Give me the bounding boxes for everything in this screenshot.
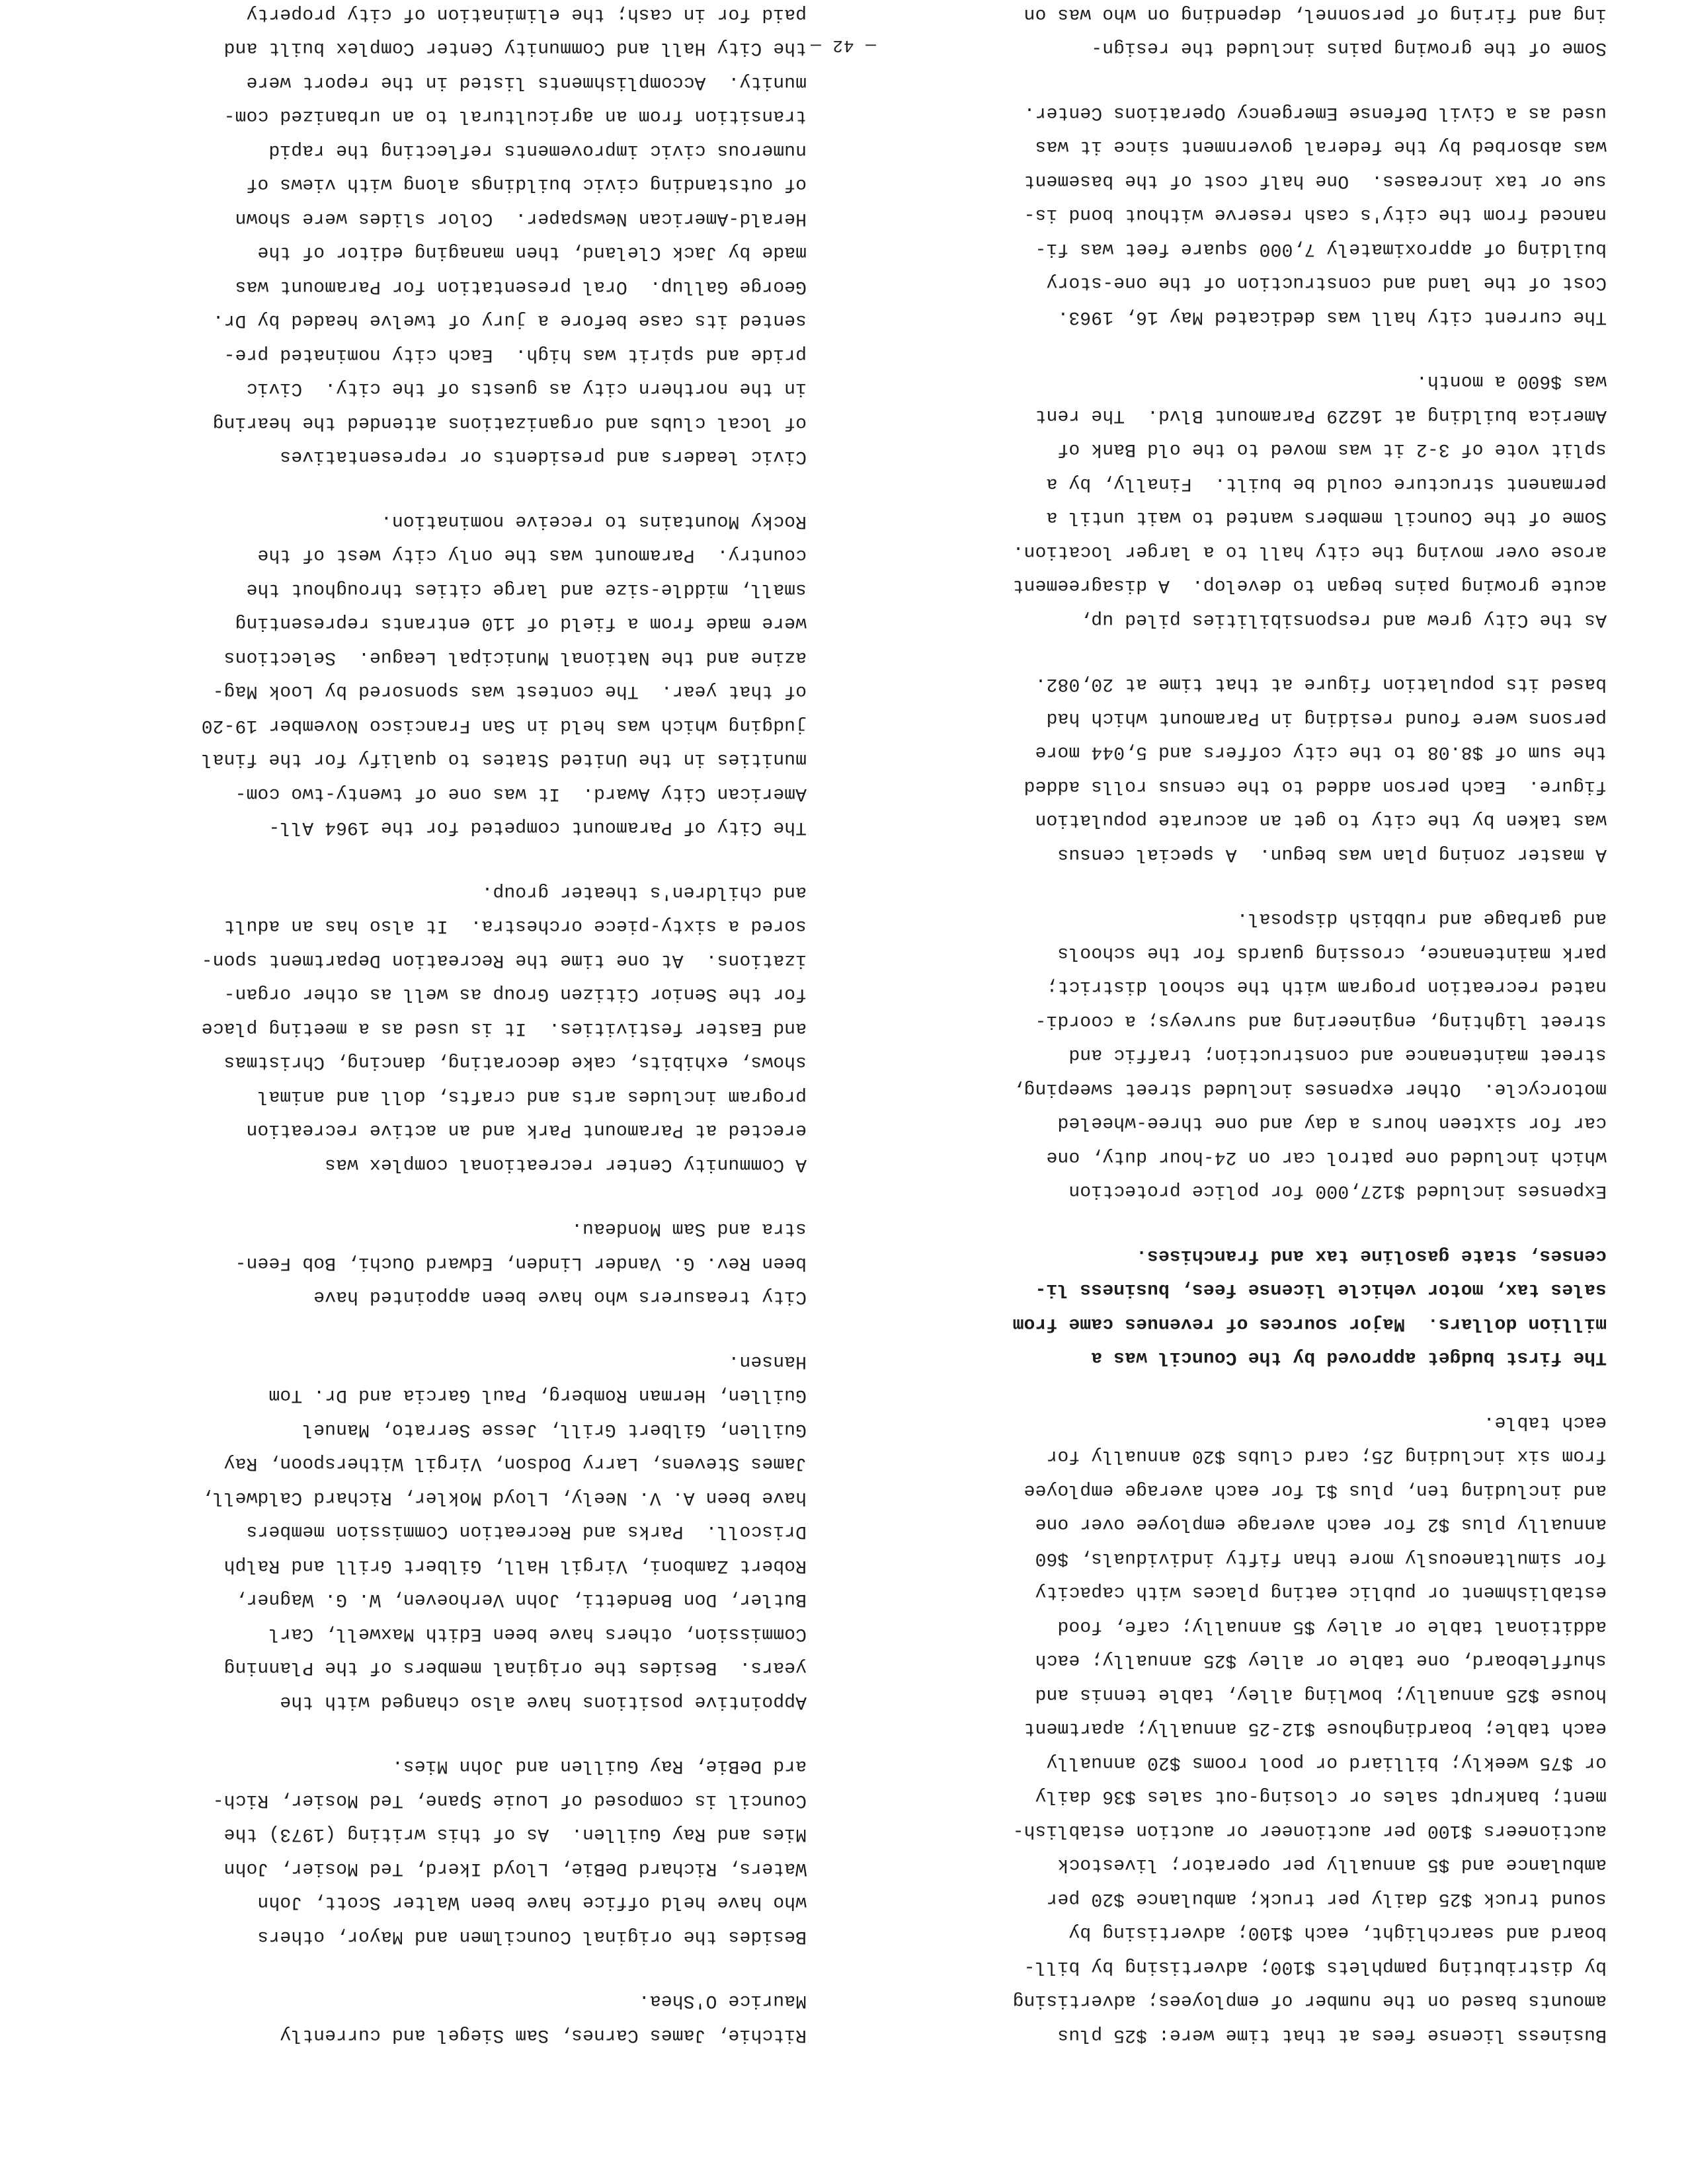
paragraph: Appointive positions have also changed with the years. Besides the original members of the Planning Commission, others have been Edith Maxwell, Carl Butler, Don Bendetti, John Verhoeven, W. G. Wagner, Robert Zamboni, Virgil Hall, Gilbert Grill and Ralph Driscoll. Parks and Recreation Commission members have been A. V. Neely, Lloyd Mokler, Richard Caldwell, James Stevens, Larry Dodson, Virgil Witherspoon, Ray Guillen, Gilbert Grill, Jesse Serrato, Manuel Guillen, Herman Romberg, Paul Garcia and Dr. Tom Hansen. (201, 1351, 807, 1712)
paragraph: The first budget approved by the Council was a million dollars. Major sources of revenues came from sales tax, motor vehicle license fees, business li- censes, state gasoline tax and franchises. (1012, 1245, 1607, 1368)
paragraph: City treasurers who have been appointed have been Rev. G. Vander Linden, Edward Ouchi, Bob Feen- stra and Sam Mondeau. (235, 1218, 807, 1307)
paragraph: The current city hall was dedicated May 16, 1963. Cost of the land and construction of the one-story building of approximately 7,000 square feet was fi- nanced from the city's cash reserve without bond is- sue or tax increases. One half cost of the basement was absorbed by the federal government since it was used as a Civil Defense Emergency Operations Center. (1024, 102, 1607, 327)
paragraph: A Community Center recreational complex was erected at Paramount Park and an active recreation program includes arts and crafts, doll and animal shows, exhibits, cake decorating, dancing, Christmas and Easter festivities. It is used as a meeting place for the Senior Citizen Group as well as other organ- izations. At one time the Recreation Department spon- sored a sixty-piece orchestra. It also has an adult and children's theater group. (201, 882, 807, 1175)
paragraph: A master zoning plan was begun. A special census was taken by the city to get an accurate population figure. Each person added to the census rolls added the sum of $8.08 to the city coffers and 5,044 more persons were found residing in Paramount which had based its population figure at that time at 20,082. (1024, 674, 1607, 865)
paragraph: Some of the growing pains included the resign- ing and firing of personnel, depending on who was on (1024, 4, 1607, 59)
paragraph: Expenses included $127,000 for police protection which included one patrol car on 24-hour duty, one car for sixteen hours a day and one three-wheeled motorcycle. Other expenses included street sweeping, street maintenance and construction; traffic and street lighting, engineering and surveys; a coordi- nated recreation program with the school district; park maintenance, crossing guards for the schools and garbage and rubbish disposal. (1012, 908, 1607, 1202)
paragraph: Besides the original Councilmen and Mayor, others who have held office have been Walter Scott, John Waters, Richard DeBie, Lloyd Ikerd, Ted Mosier, John Mies and Ray Guillen. As of this writing (1973) the Council is composed of Louie Spane, Ted Mosier, Rich- ard DeBie, Ray Guillen and John Mies. (212, 1756, 807, 1947)
paragraph: Civic leaders and presidents or representatives of local clubs and organizations attended the hearing in the northern city as guests of the city. Civic pride and spirit was high. Each city nominated pre- sented its case before a jury of twelve headed by Dr. George Gallup. Oral presentation for Paramount was made by Jack Cleland, then managing editor of the Herald-American Newspaper. Color slides were shown of outstanding civic buildings along with views of numerous civic improvements reflecting the rapid transition from an agricultural to an urbanized com- munity. Accomplishments listed in the report were the City Hall and Community Center Complex built and paid for in cash; the elimination of city property (212, 4, 807, 467)
paragraph: Ritchie, James Carnes, Sam Siegel and currently Maurice O'Shea. (280, 1990, 807, 2045)
right-text-column (89, 0, 807, 2052)
paragraph: As the City grew and responsibilities piled up, acute growing pains began to develop. A disagreement arose over moving the city hall to a larger location. Some of the Council members wanted to wait until a permanent structure could be built. Finally, by a split vote of 3-2 it was moved to the old Bank of America building at 16229 Paramount Blvd. The rent was $600 a month. (1012, 371, 1607, 630)
paragraph: The City of Paramount competed for the 1964 All- American City Award. It was one of twenty-two com- munities in the United States to qualify for the final judging which was held in San Francisco November 19-20 of that year. The contest was sponsored by Look Mag- azine and the National Municipal League. Selections were made from a field of 110 entrants representing small, middle-size and large cities throughout the country. Paramount was the only city west of the Rocky Mountains to receive nomination. (201, 511, 807, 838)
left-text-column (889, 0, 1607, 2052)
page-number: — 42 — (810, 36, 876, 56)
paragraph: Business license fees at that time were: $25 plus amounts based on the number of employees; advertising by distributing pamphlets $100; advertising by bill- board and searchlight, each $100; advertising by sound truck $25 daily per truck; ambulance $20 per ambulance and $5 annually per operator; livestock auctioneers $100 per auctioneer or auction establish- ment; bankrupt sales or closing-out sales $36 daily or $75 weekly; billiard or pool rooms $20 annually each table; boardinghouse $12-25 annually; apartment house $25 annually; bowling alley, table tennis and shuffleboard, one table or alley $25 annually; each additional table or alley $5 annually; cafe, food establishment or public eating places with capacity for simultaneously more than fifty individuals, $60 annually plus $2 for each average employee over one and including ten, plus $1 for each average employee from six including 25; card clubs $20 annually for each table. (1012, 1412, 1607, 2045)
